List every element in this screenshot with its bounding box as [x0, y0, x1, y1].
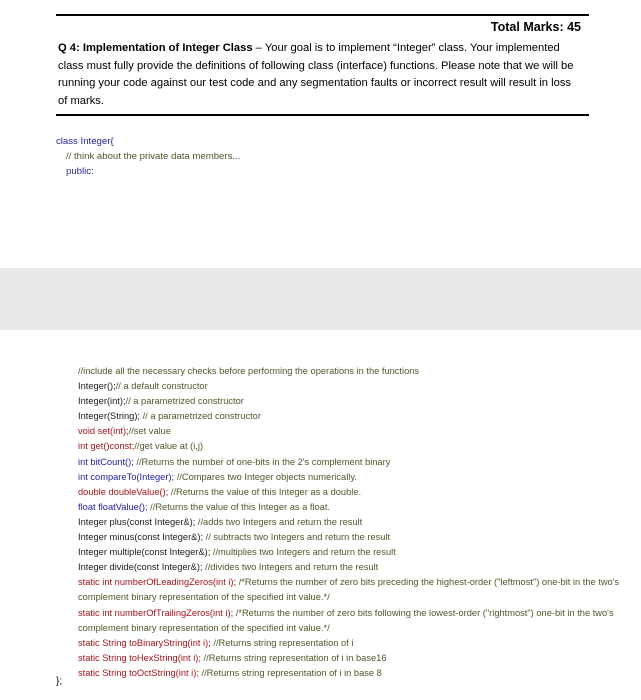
- signature: static int numberOfTrailingZeros(int i);: [78, 607, 234, 618]
- code-line-doublevalue: [78, 485, 623, 500]
- comment: // a parametrized constructor: [140, 411, 261, 422]
- comment: //Returns the value of this Integer as a float.: [147, 501, 331, 512]
- comment: //set value: [128, 426, 172, 437]
- signature: void set(int);: [78, 426, 129, 437]
- question-body: – Your goal is to implement “Integer” class. Your implemented class must fully provide the definitions of following class (interface) functions. Please note that we will be running your code against our test code and any segmentation faults or incorrect result will result in loss of marks.: [58, 42, 574, 107]
- comment: //adds two Integers and return the result: [195, 516, 363, 527]
- question-header: [56, 14, 589, 116]
- code-line-default-constructor: [78, 379, 623, 394]
- question-title: Q 4: Implementation of Integer Class: [58, 42, 253, 54]
- comment: //get value at (i,j): [134, 441, 204, 452]
- signature: int get()const;: [78, 441, 135, 452]
- signature: int compareTo(Integer);: [78, 471, 175, 482]
- comment: //Returns string representation of i in base 8: [198, 667, 382, 678]
- signature: Integer(int);: [78, 396, 126, 407]
- signature: Integer divide(const Integer&);: [78, 562, 203, 573]
- signature: Integer();: [78, 381, 116, 392]
- code-line-tohexstring: [78, 651, 623, 666]
- public-label: public:: [66, 166, 94, 177]
- class-declaration: class Integer{: [56, 136, 114, 147]
- private-members-comment: // think about the private data members...: [66, 151, 241, 162]
- question-text: [58, 40, 580, 110]
- comment: //Compares two Integer objects numerically.: [174, 471, 357, 482]
- code-line-bitcount: [78, 455, 623, 470]
- total-marks: Total Marks: 45: [490, 20, 581, 34]
- signature: static int numberOfLeadingZeros(int i);: [78, 577, 237, 588]
- signature: float floatValue();: [78, 501, 148, 512]
- signature: Integer plus(const Integer&);: [78, 516, 196, 527]
- comment: // a default constructor: [115, 381, 208, 392]
- signature: double doubleValue();: [78, 486, 169, 497]
- class-closing-brace: };: [56, 676, 63, 687]
- signature: static String toBinaryString(int i);: [78, 637, 211, 648]
- comment: /*Returns the number of zero bits following the lowest-order ("rightmost") one-bit in the two's complement binary representation of the specified int value.*/: [78, 607, 614, 633]
- code-line-floatvalue: [78, 500, 623, 515]
- code-line-get: [78, 439, 623, 454]
- signature: int bitCount();: [78, 456, 134, 467]
- code-line-plus: [78, 515, 623, 530]
- comment: //Returns the value of this Integer as a double.: [168, 486, 362, 497]
- comment: //divides two Integers and return the result: [202, 562, 379, 573]
- page-break-band: [0, 268, 641, 330]
- code-line-leading-zeros: [78, 575, 623, 605]
- signature: Integer minus(const Integer&);: [78, 532, 204, 543]
- code-line-int-constructor: [78, 394, 623, 409]
- comment: //Returns the number of one-bits in the 2's complement binary: [133, 456, 391, 467]
- comment: //multiplies two Integers and return the result: [210, 547, 396, 558]
- code-line-multiple: [78, 545, 623, 560]
- code-line-string-constructor: [78, 409, 623, 424]
- code-block-top: [56, 134, 240, 179]
- code-line-set: [78, 424, 623, 439]
- signature: Integer multiple(const Integer&);: [78, 547, 211, 558]
- intro-comment: //include all the necessary checks before performing the operations in the functions: [78, 366, 420, 376]
- code-line-trailing-zeros: [78, 606, 623, 636]
- comment: /*Returns the number of zero bits preceding the highest-order ("leftmost") one-bit in the two's complement binary representation of the specified int value.*/: [78, 577, 620, 603]
- comment: //Returns string representation of i: [210, 637, 354, 648]
- signature: Integer(String);: [78, 411, 141, 422]
- comment: //Returns string representation of i in base16: [200, 652, 387, 663]
- comment: // a parametrized constructor: [125, 396, 244, 407]
- comment: // subtracts two Integers and return the result: [203, 532, 391, 543]
- code-line-compareto: [78, 470, 623, 485]
- code-line-tobinarystring: [78, 636, 623, 651]
- code-block-bottom: [78, 364, 623, 681]
- signature: static String toOctString(int i);: [78, 667, 199, 678]
- signature: static String toHexString(int i);: [78, 652, 201, 663]
- code-line-minus: [78, 530, 623, 545]
- code-line-divide: [78, 560, 623, 575]
- code-line-tooctstring: [78, 666, 623, 681]
